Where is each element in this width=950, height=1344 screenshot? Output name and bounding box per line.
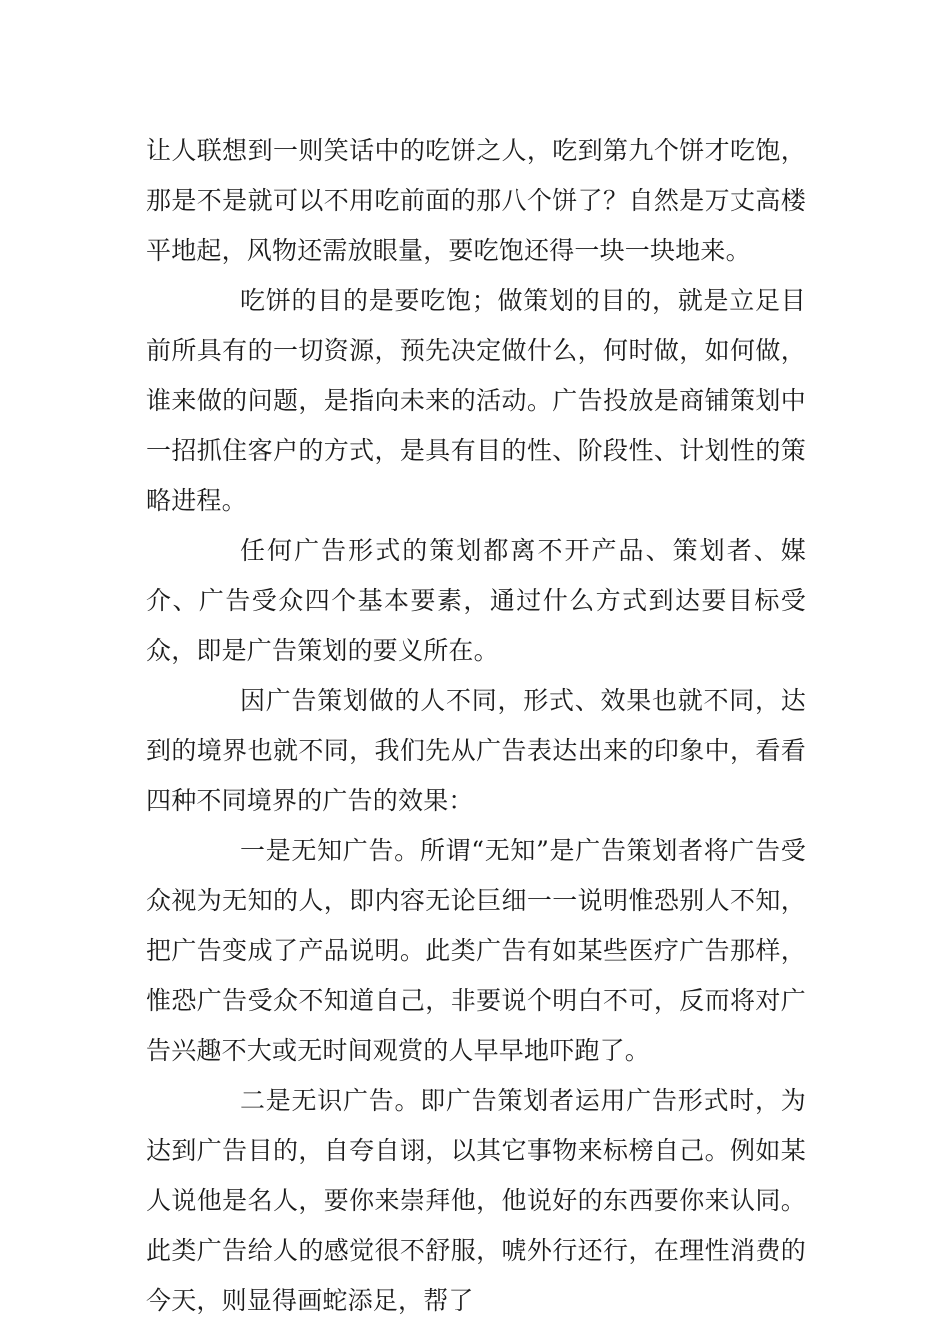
paragraph-6: 二是无识广告。即广告策划者运用广告形式时，为达到广告目的，自夸自诩，以其它事物来标榜自己。例如某人说他是名人，要你来崇拜他，他说好的东西要你来认同。此类广告给人的感觉很不舒服，唬外行还行，在理性消费的今天，则显得画蛇添足，帮了	[146, 1086, 806, 1315]
paragraph-5: 一是无知广告。所谓“无知”是广告策划者将广告受众视为无知的人，即内容无论巨细一一说明惟恐别人不知，把广告变成了产品说明。此类广告有如某些医疗广告那样，惟恐广告受众不知道自己，非要说个明白不可，反而将对广告兴趣不大或无时间观赏的人早早地吓跑了。	[146, 836, 806, 1065]
paragraph-2: 吃饼的目的是要吃饱；做策划的目的，就是立足目前所具有的一切资源，预先决定做什么，何时做，如何做，谁来做的问题，是指向未来的活动。广告投放是商铺策划中一招抓住客户的方式，是具有目的性、阶段性、计划性的策略进程。	[146, 286, 806, 515]
paragraph-4: 因广告策划做的人不同，形式、效果也就不同，达到的境界也就不同，我们先从广告表达出来的印象中，看看四种不同境界的广告的效果：	[146, 686, 806, 815]
paragraph-1: 让人联想到一则笑话中的吃饼之人，吃到第九个饼才吃饱，那是不是就可以不用吃前面的那八个饼了？自然是万丈高楼平地起，风物还需放眼量，要吃饱还得一块一块地来。	[146, 136, 806, 265]
paragraph-3: 任何广告形式的策划都离不开产品、策划者、媒介、广告受众四个基本要素，通过什么方式到达要目标受众，即是广告策划的要义所在。	[146, 536, 806, 665]
document-body	[146, 126, 806, 1326]
